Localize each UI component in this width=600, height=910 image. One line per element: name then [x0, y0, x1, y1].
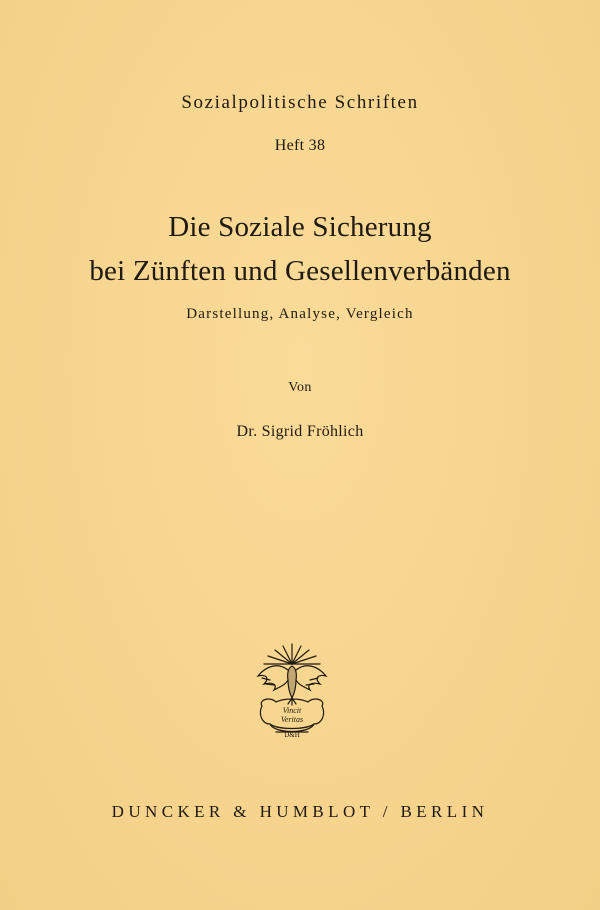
logo-motto-line-2: Veritas: [280, 715, 304, 724]
logo-ribbon-text: D&H: [284, 731, 300, 739]
logo-motto-line-1: Vincit: [282, 706, 302, 715]
book-title-line-1: Die Soziale Sicherung: [168, 211, 432, 243]
book-subtitle: Darstellung, Analyse, Vergleich: [186, 306, 414, 322]
book-title-line-2: bei Zünften und Gesellenverbänden: [89, 255, 511, 287]
volume-number: Heft 38: [274, 137, 326, 154]
author-name: Dr. Sigrid Fröhlich: [236, 423, 364, 440]
publisher-name: DUNCKER & HUMBLOT / BERLIN: [111, 802, 489, 821]
series-title: Sozialpolitische Schriften: [181, 92, 419, 113]
publisher-logo-icon: [248, 640, 336, 740]
by-label: Von: [288, 380, 312, 395]
